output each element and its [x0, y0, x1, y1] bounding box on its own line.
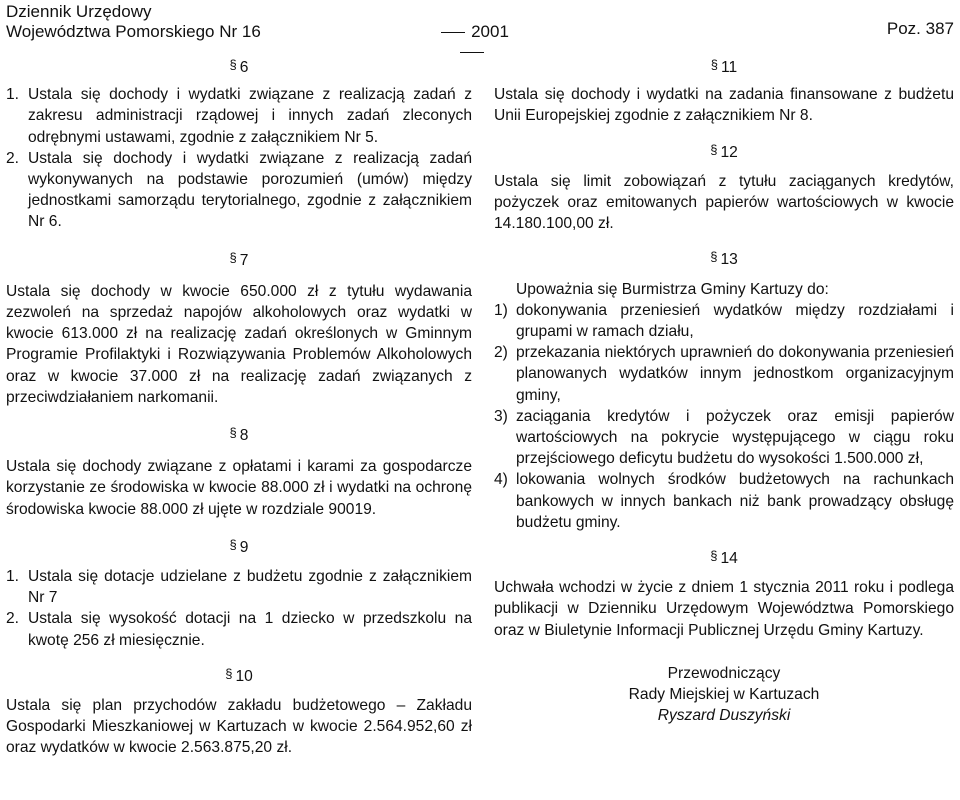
- section-number: 14: [720, 550, 738, 568]
- item-text: Ustala się dochody i wydatki związane z realizacją zadań wykonywanych na podstawie porozumień (umów) między jednostkami samorządu terytorialnego, zgodnie z załącznikiem Nr 6.: [28, 149, 472, 231]
- item-text: zaciągania kredytów i pożyczek oraz emisji papierów wartościowych na pokrycie występującego w ciągu roku przejściowego deficytu budżetu do wysokości 1.500.000 zł,: [516, 407, 954, 468]
- s13-item-3: [494, 406, 954, 470]
- item-text: lokowania wolnych środków budżetowych na rachunkach bankowych w innych bankach niż bank prowadzący obsługę budżetu gminy.: [516, 471, 954, 531]
- section-number: 12: [720, 143, 738, 161]
- s13-item-2: [494, 342, 954, 406]
- section-heading-9: [6, 534, 472, 558]
- item-number: 1.: [6, 568, 20, 586]
- section-mark: §: [229, 249, 237, 265]
- s10-text: Ustala się plan przychodów zakładu budżetowego – Zakładu Gospodarki Mieszkaniowej w Kartuzach w kwocie 2.564.952,60 zł oraz wydatków w kwocie 2.563.875,20 zł.: [6, 697, 472, 757]
- year-dash-left: [441, 32, 465, 33]
- section-heading-7: [6, 247, 472, 271]
- section-heading-14: [494, 545, 954, 569]
- section-number: 9: [239, 538, 249, 556]
- section-heading-12: [494, 139, 954, 163]
- signature-block: [494, 663, 954, 727]
- position-label: Poz. 387: [886, 19, 954, 38]
- s7-text: Ustala się dochody w kwocie 650.000 zł z tytułu wydawania zezwoleń na sprzedaż napojów alkoholowych oraz wydatki w kwocie 613.000 zł na realizację zadań określonych w Gminnym Programie Profilaktyki i Rozwiązywania Problemów Alkoholowych oraz w kwocie 37.000 zł na realizację zadań związanych z przeciwdziałaniem narkomanii.: [6, 282, 472, 406]
- s8-text: Ustala się dochody związane z opłatami i karami za gospodarcze korzystanie ze środowiska w kwocie 88.000 zł i wydatki na ochronę środowiska kwocie 88.000 zł ujęte w rozdziale 90019.: [6, 458, 472, 518]
- page-header: [0, 0, 960, 48]
- section-number: 6: [239, 59, 249, 76]
- section-heading-6: [6, 54, 472, 78]
- item-number: 2): [494, 344, 508, 362]
- section-number: 11: [721, 59, 738, 76]
- section-number: 10: [235, 667, 253, 685]
- s14-text: Uchwała wchodzi w życie z dniem 1 stycznia 2011 roku i podlega publikacji w Dzienniku Urzędowym Województwa Pomorskiego oraz w Biuletynie Informacji Publicznej Urzędu Gminy Kartuzy.: [494, 579, 954, 639]
- item-text: przekazania niektórych uprawnień do dokonywania przeniesień planowanych wydatków innym jednostkom organizacyjnym gminy,: [516, 344, 954, 404]
- section-heading-11: [494, 54, 954, 78]
- s9-item-2: [6, 608, 472, 650]
- year-dash-right: [460, 52, 484, 53]
- s13-item-4: [494, 469, 954, 533]
- s9-item-1: [6, 566, 472, 608]
- left-column: [6, 54, 472, 759]
- section-mark: §: [710, 548, 718, 564]
- s13-item-1: [494, 300, 954, 342]
- s11-text: Ustala się dochody i wydatki na zadania finansowane z budżetu Unii Europejskiej zgodnie z załącznikiem Nr 8.: [494, 86, 954, 125]
- item-number: 1): [494, 301, 508, 319]
- section-mark: §: [225, 665, 233, 681]
- s6-item-2: [6, 148, 472, 233]
- journal-title-line2: Województwa Pomorskiego Nr 16: [6, 22, 261, 41]
- section-number: 13: [720, 251, 738, 269]
- year-value: 2001: [471, 22, 509, 41]
- section-mark: §: [710, 57, 719, 72]
- item-text: Ustala się wysokość dotacji na 1 dziecko w przedszkolu na kwotę 256 zł miesięcznie.: [28, 610, 472, 649]
- item-number: 2.: [6, 610, 20, 628]
- item-text: Ustala się dotacje udzielane z budżetu zgodnie z załącznikiem Nr 7: [28, 568, 472, 607]
- journal-title: [6, 2, 261, 42]
- item-number: 3): [494, 407, 508, 425]
- item-text: dokonywania przeniesień wydatków między rozdziałami i grupami w ramach działu,: [516, 301, 954, 341]
- section-mark: §: [229, 425, 237, 441]
- item-text: Ustala się dochody i wydatki związane z realizacją zadań z zakresu administracji rządowej i innych zadań zleconych odrębnymi ustawami, zgodnie z załącznikiem Nr 5.: [28, 86, 472, 146]
- section-number: 8: [239, 427, 249, 445]
- section-heading-13: [494, 246, 954, 270]
- s6-item-1: [6, 84, 472, 148]
- journal-title-line1: Dziennik Urzędowy: [6, 2, 152, 21]
- section-heading-8: [6, 422, 472, 446]
- right-column: [494, 54, 954, 726]
- signature-name: Ryszard Duszyński: [657, 707, 791, 725]
- section-mark: §: [229, 57, 237, 72]
- section-mark: §: [229, 536, 237, 552]
- s13-intro: Upoważnia się Burmistrza Gminy Kartuzy do:: [516, 280, 829, 298]
- section-number: 7: [239, 251, 249, 269]
- section-mark: §: [710, 249, 718, 265]
- s12-text: Ustala się limit zobowiązań z tytułu zaciąganych kredytów, pożyczek oraz emitowanych papierów wartościowych w kwocie 14.180.100,00 zł.: [494, 172, 954, 233]
- signature-role: Przewodniczący: [667, 664, 781, 682]
- item-number: 2.: [6, 149, 20, 167]
- item-number: 1.: [6, 86, 20, 104]
- section-heading-10: [6, 663, 472, 687]
- item-number: 4): [494, 471, 508, 489]
- signature-body: Rady Miejskiej w Kartuzach: [628, 686, 820, 704]
- section-mark: §: [710, 141, 718, 157]
